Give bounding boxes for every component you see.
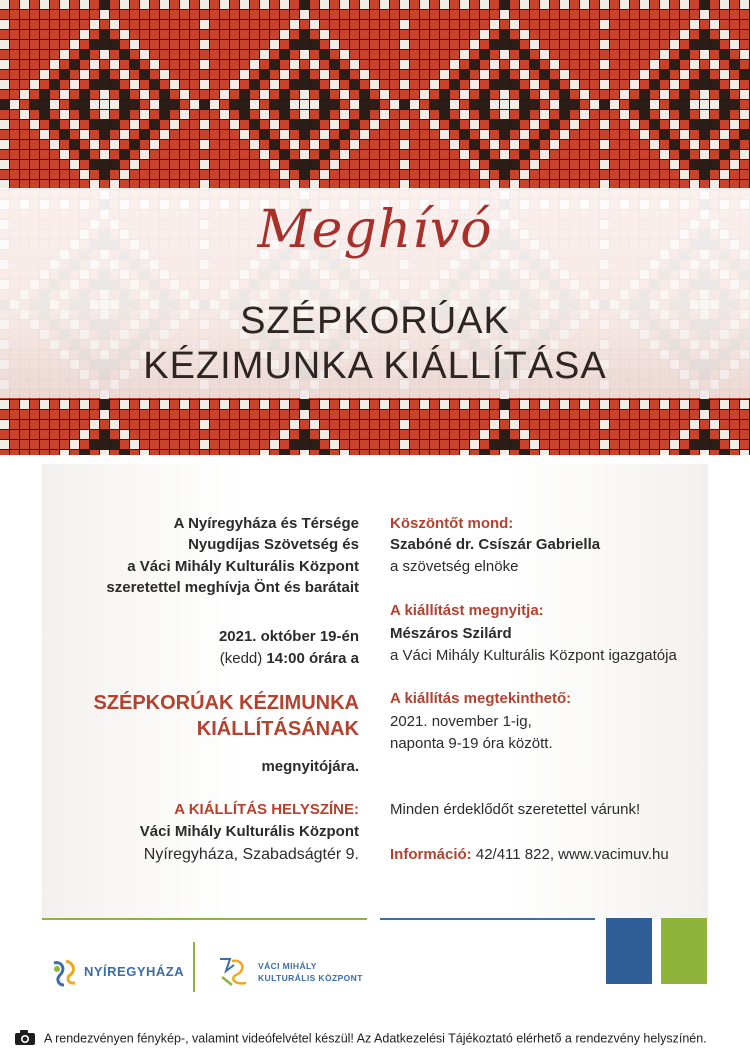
camera-icon bbox=[14, 1029, 36, 1049]
nyiregyhaza-logo-text: NYÍREGYHÁZA bbox=[84, 964, 185, 979]
logo-separator bbox=[193, 942, 195, 992]
welcome-text: Minden érdeklődőt szeretettel várunk! bbox=[390, 801, 641, 818]
viewing-line2: naponta 9-19 óra között. bbox=[390, 735, 553, 752]
venue-name: Váci Mihály Kulturális Központ bbox=[139, 823, 359, 840]
event-title-line1: SZÉPKORÚAK KÉZIMUNKA bbox=[93, 692, 359, 714]
vaci-logo-line1: VÁCI MIHÁLY bbox=[258, 961, 317, 971]
main-title-line2: KÉZIMUNKA KIÁLLÍTÁSA bbox=[143, 345, 607, 387]
intro-line-4: szeretettel meghívja Önt és barátait bbox=[106, 579, 359, 596]
photo-notice bbox=[14, 1029, 744, 1049]
photo-notice-text: A rendezvényen fénykép-, valamint videófelvétel készül! Az Adatkezelési Tájékoztató elérhető a rendezvény helyszínén. bbox=[44, 1031, 707, 1046]
venue-address: Nyíregyháza, Szabadságtér 9. bbox=[143, 846, 359, 863]
event-title-line2: KIÁLLÍTÁSÁNAK bbox=[196, 718, 359, 740]
event-time: 14:00 órára a bbox=[266, 650, 359, 667]
info-line bbox=[390, 845, 669, 865]
green-rule bbox=[42, 918, 367, 920]
info-text: 42/411 822, www.vacimuv.hu bbox=[471, 846, 669, 863]
greeting-role: a szövetség elnöke bbox=[390, 558, 519, 575]
vaci-mihaly-logo-icon bbox=[216, 955, 252, 989]
info-label: Információ: bbox=[390, 846, 472, 863]
viewing-line1: 2021. november 1-ig, bbox=[390, 713, 532, 730]
opener-name: Mészáros Szilárd bbox=[390, 625, 512, 642]
invitation-script-title: Meghívó bbox=[257, 200, 493, 260]
blue-rule bbox=[380, 918, 595, 920]
viewing-heading: A kiállítás megtekinthető: bbox=[390, 690, 572, 707]
opener-heading: A kiállítást megnyitja: bbox=[390, 602, 544, 619]
event-day: (kedd) bbox=[219, 650, 267, 667]
nyiregyhaza-logo-icon bbox=[48, 957, 80, 989]
main-title-line1: SZÉPKORÚAK bbox=[240, 300, 510, 342]
venue-heading: A KIÁLLÍTÁS HELYSZÍNE: bbox=[174, 801, 359, 818]
intro-line-1: A Nyíregyháza és Térsége bbox=[173, 515, 359, 532]
intro-line-3: a Váci Mihály Kulturális Központ bbox=[127, 558, 359, 575]
event-time-line bbox=[220, 649, 359, 669]
opening-text: megnyitójára. bbox=[261, 758, 359, 775]
embroidery-header bbox=[0, 0, 750, 455]
nyiregyhaza-logo bbox=[48, 955, 188, 989]
opener-role: a Váci Mihály Kulturális Központ igazgatója bbox=[390, 647, 677, 664]
greeting-name: Szabóné dr. Csíszár Gabriella bbox=[390, 536, 601, 553]
green-brand-block bbox=[661, 918, 707, 984]
event-date: 2021. október 19-én bbox=[218, 628, 359, 645]
vaci-logo-line2: KULTURÁLIS KÖZPONT bbox=[258, 973, 363, 983]
blue-brand-block bbox=[606, 918, 652, 984]
vaci-mihaly-logo bbox=[216, 955, 376, 991]
greeting-heading: Köszöntőt mond: bbox=[390, 515, 514, 532]
intro-line-2: Nyugdíjas Szövetség és bbox=[188, 536, 359, 553]
